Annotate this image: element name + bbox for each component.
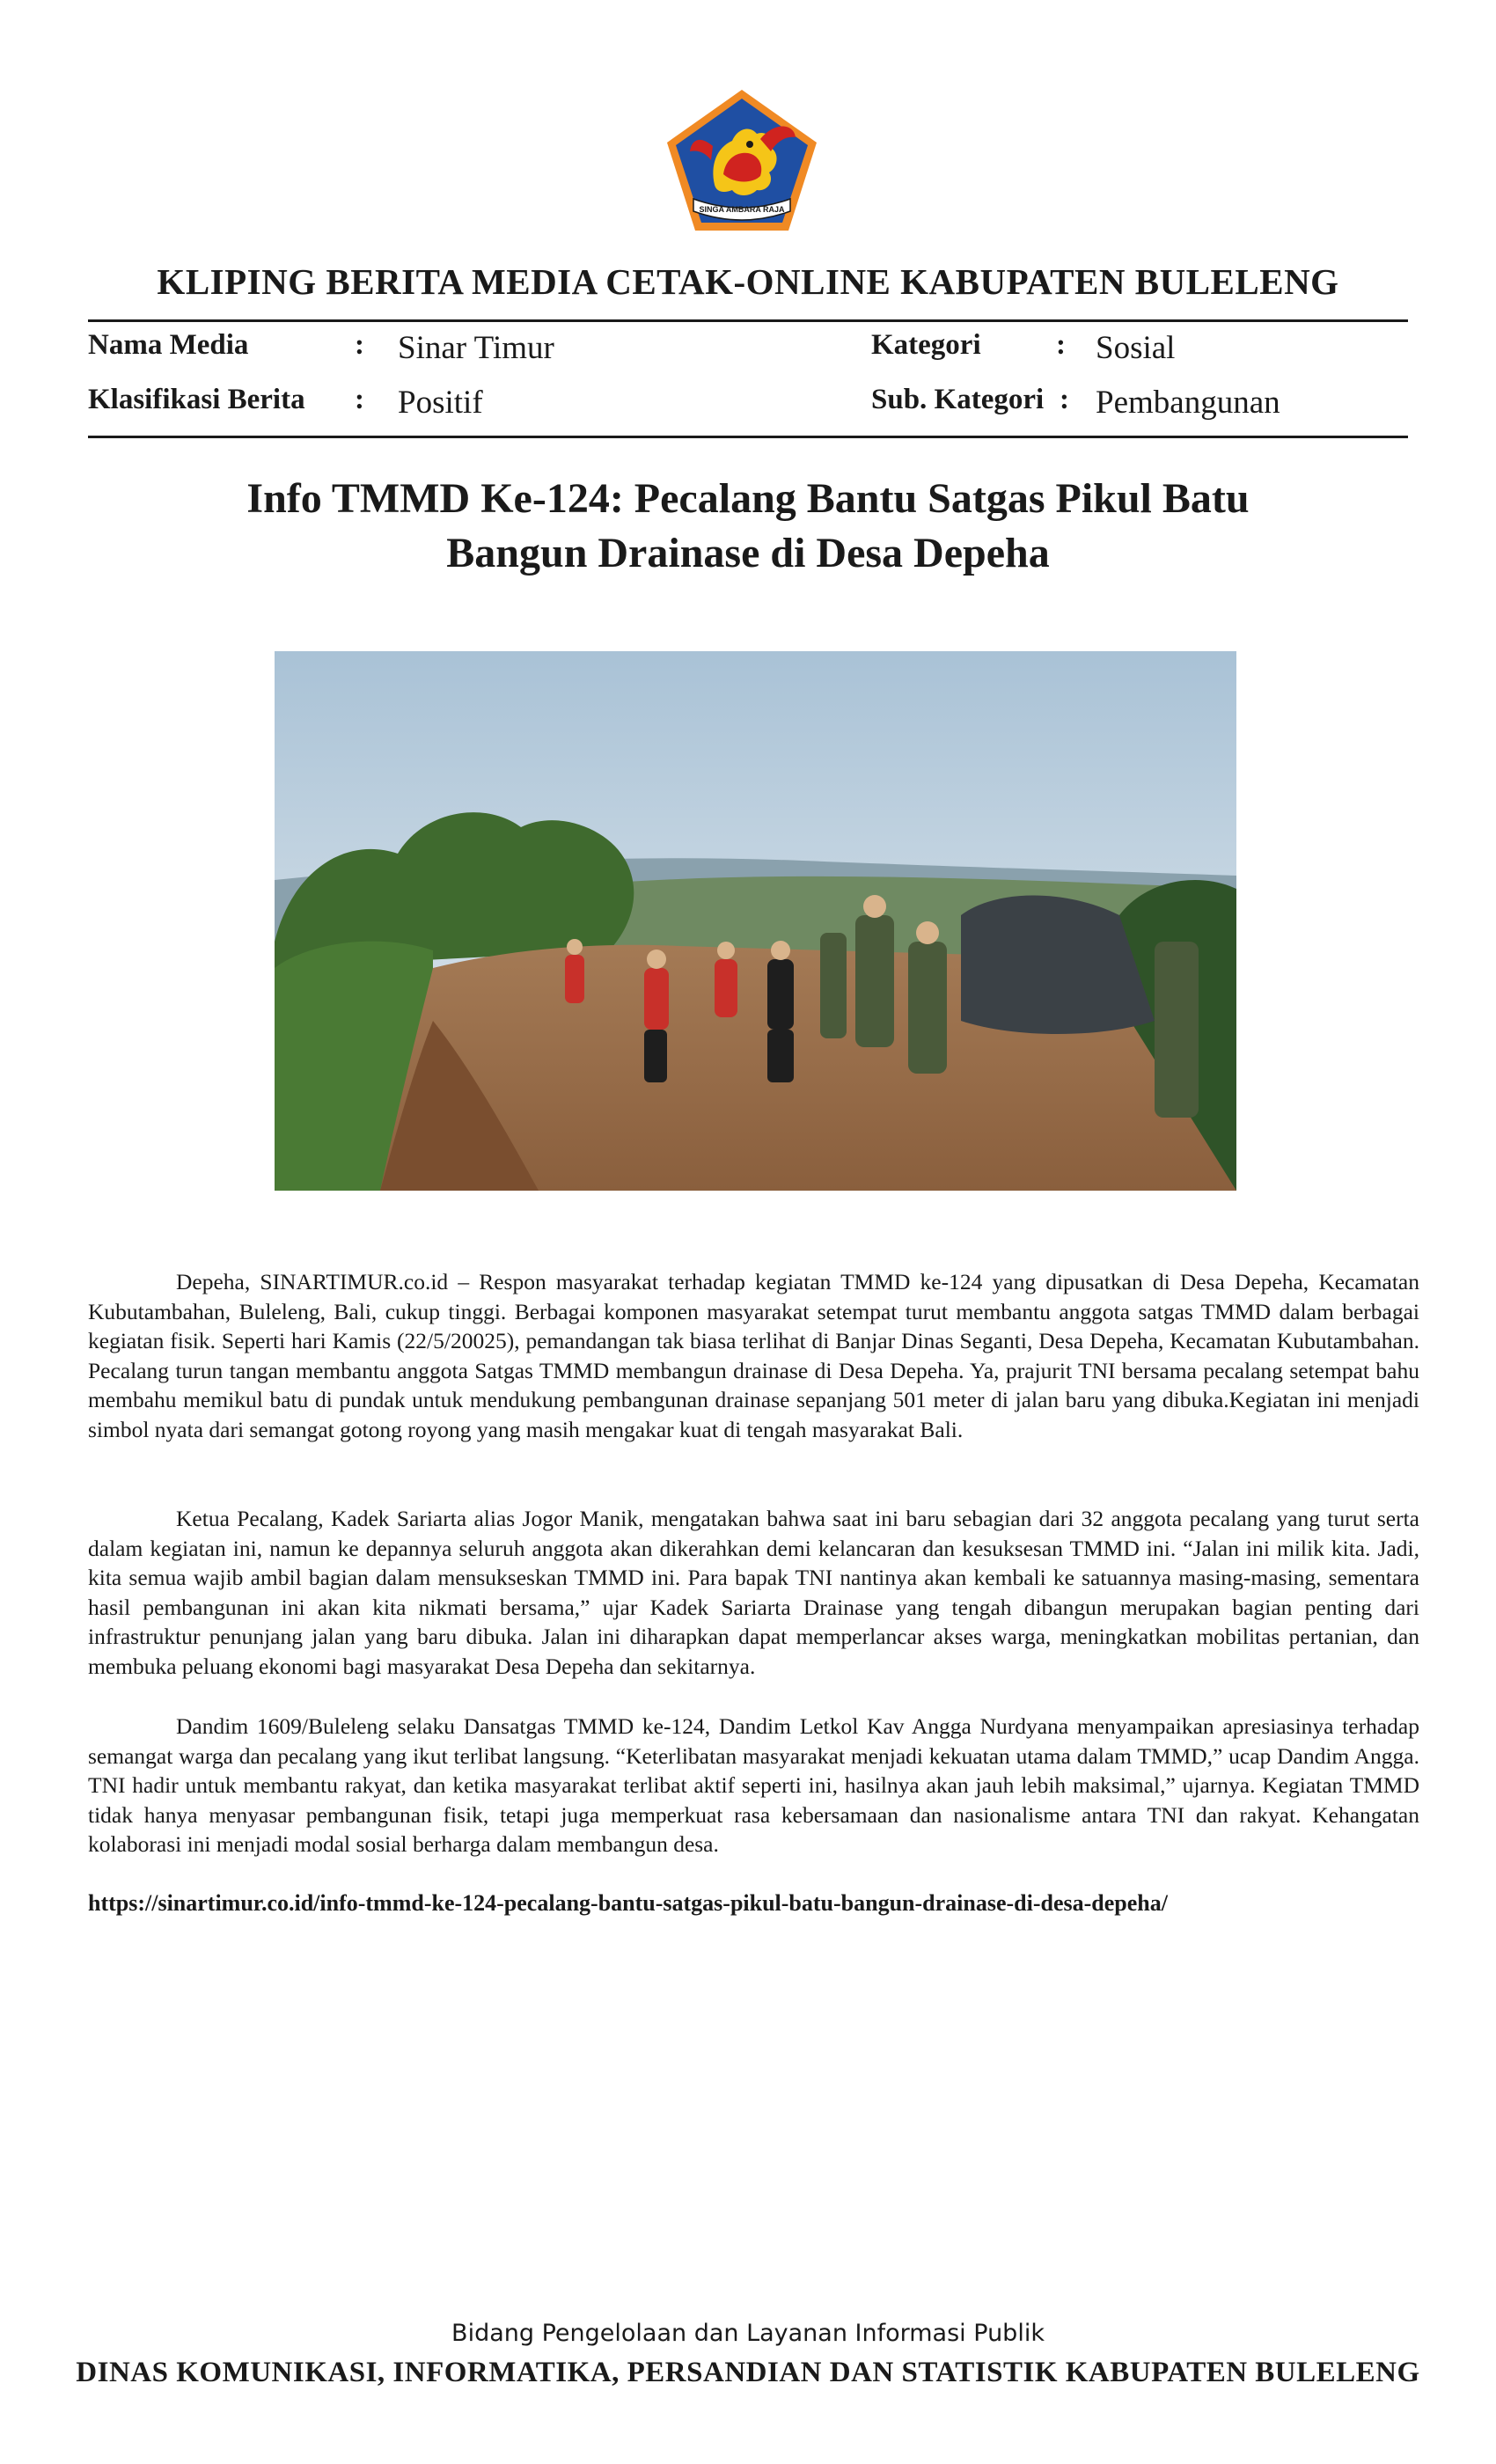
header-divider-bottom <box>88 436 1408 438</box>
document-header-title: KLIPING BERITA MEDIA CETAK-ONLINE KABUPATEN BULELENG <box>157 261 1339 302</box>
buleleng-crest-logo <box>662 86 822 236</box>
kategori-value: Sosial <box>1096 330 1176 366</box>
kategori-label: Kategori <box>871 329 981 361</box>
article-title-line-2: Bangun Drainase di Desa Depeha <box>446 530 1050 576</box>
buleleng-crest-icon <box>662 86 822 236</box>
article-paragraph-3 <box>88 1712 1419 1859</box>
kategori-colon: : <box>1056 329 1066 361</box>
article-paragraph-1 <box>88 1267 1419 1444</box>
article-paragraph-3-text: Dandim 1609/Buleleng selaku Dansatgas TMMD ke-124, Dandim Letkol Kav Angga Nurdyana menyampaikan apresiasinya terhadap semangat warga dan pecalang yang ikut terlibat langsung. “Keterlibatan masyarakat menjadi kekuatan utama dalam TMMD,” ucap Dandim Angga. TNI hadir untuk membantu rakyat, dan ketika masyarakat terlibat aktif seperti ini, hasilnya akan jauh lebih maksimal,” ujarnya. Kegiatan TMMD tidak hanya menyasar pembangunan fisik, tetapi juga memperkuat rasa kebersamaan dan nasionalisme antara TNI dan rakyat. Kehangatan kolaborasi ini menjadi modal sosial berharga dalam membangun desa. <box>88 1713 1419 1857</box>
article-paragraph-1-text: Depeha, SINARTIMUR.co.id – Respon masyarakat terhadap kegiatan TMMD ke-124 yang dipusatkan di Desa Depeha, Kecamatan Kubutambahan, Buleleng, Bali, cukup tinggi. Berbagai komponen masyarakat setempat turut membantu anggota satgas TMMD dalam berbagai kegiatan fisik. Seperti hari Kamis (22/5/20025), pemandangan tak biasa terlihat di Banjar Dinas Seganti, Desa Depeha, Kecamatan Kubutambahan. Pecalang turun tangan membantu anggota Satgas TMMD membangun drainase di Desa Depeha. Ya, prajurit TNI bersama pecalang setempat bahu membahu memikul batu di pundak untuk mendukung pembangunan drainase sepanjang 501 meter di jalan baru yang dibuka.Kegiatan ini menjadi simbol nyata dari semangat gotong royong yang masih mengakar kuat di tengah masyarakat Bali. <box>88 1269 1419 1442</box>
nama-media-label: Nama Media <box>88 329 249 361</box>
source-url-link[interactable]: https://sinartimur.co.id/info-tmmd-ke-124-pecalang-bantu-satgas-pikul-batu-bangun-drainase-di-desa-depeha/ <box>88 1890 1168 1916</box>
nama-media-colon: : <box>355 329 364 361</box>
article-photo-image <box>275 651 1236 1191</box>
klasifikasi-berita-label: Klasifikasi Berita <box>88 384 305 415</box>
sub-kategori-value: Pembangunan <box>1096 385 1280 421</box>
footer-subtitle: Bidang Pengelolaan dan Layanan Informasi Publik <box>451 2320 1045 2347</box>
sub-kategori-label: Sub. Kategori <box>871 384 1045 415</box>
article-photo <box>275 651 1236 1191</box>
header-divider-top <box>88 319 1408 322</box>
nama-media-value: Sinar Timur <box>398 330 554 366</box>
article-paragraph-2-text: Ketua Pecalang, Kadek Sariarta alias Jogor Manik, mengatakan bahwa saat ini baru sebagian dari 32 anggota pecalang yang turut serta dalam kegiatan ini, namun ke depannya seluruh anggota akan dikerahkan demi kelancaran dan kesuksesan TMMD ini. “Jalan ini milik kita. Jadi, kita semua wajib ambil bagian dalam mensukseskan TMMD ini. Para bapak TNI nantinya akan kembali ke satuannya masing-masing, sementara hasil pembangunan ini akan kita nikmati bersama,” ujar Kadek Sariarta Drainase yang tengah dibangun merupakan bagian penting dari infrastruktur penunjang jalan yang baru dibuka. Jalan ini diharapkan dapat memperlancar akses warga, meningkatkan mobilitas pertanian, dan membuka peluang ekonomi bagi masyarakat Desa Depeha dan sekitarnya. <box>88 1506 1419 1679</box>
article-paragraph-2 <box>88 1504 1419 1681</box>
article-title-line-1: Info TMMD Ke-124: Pecalang Bantu Satgas Pikul Batu <box>246 475 1250 522</box>
article-title <box>132 472 1364 581</box>
klasifikasi-berita-colon: : <box>355 384 364 415</box>
footer-title: DINAS KOMUNIKASI, INFORMATIKA, PERSANDIAN DAN STATISTIK KABUPATEN BULELENG <box>76 2357 1420 2388</box>
klasifikasi-berita-value: Positif <box>398 385 483 421</box>
crest-motto: SINGA AMBARA RAJA <box>699 205 785 214</box>
sub-kategori-colon: : <box>1060 384 1069 415</box>
